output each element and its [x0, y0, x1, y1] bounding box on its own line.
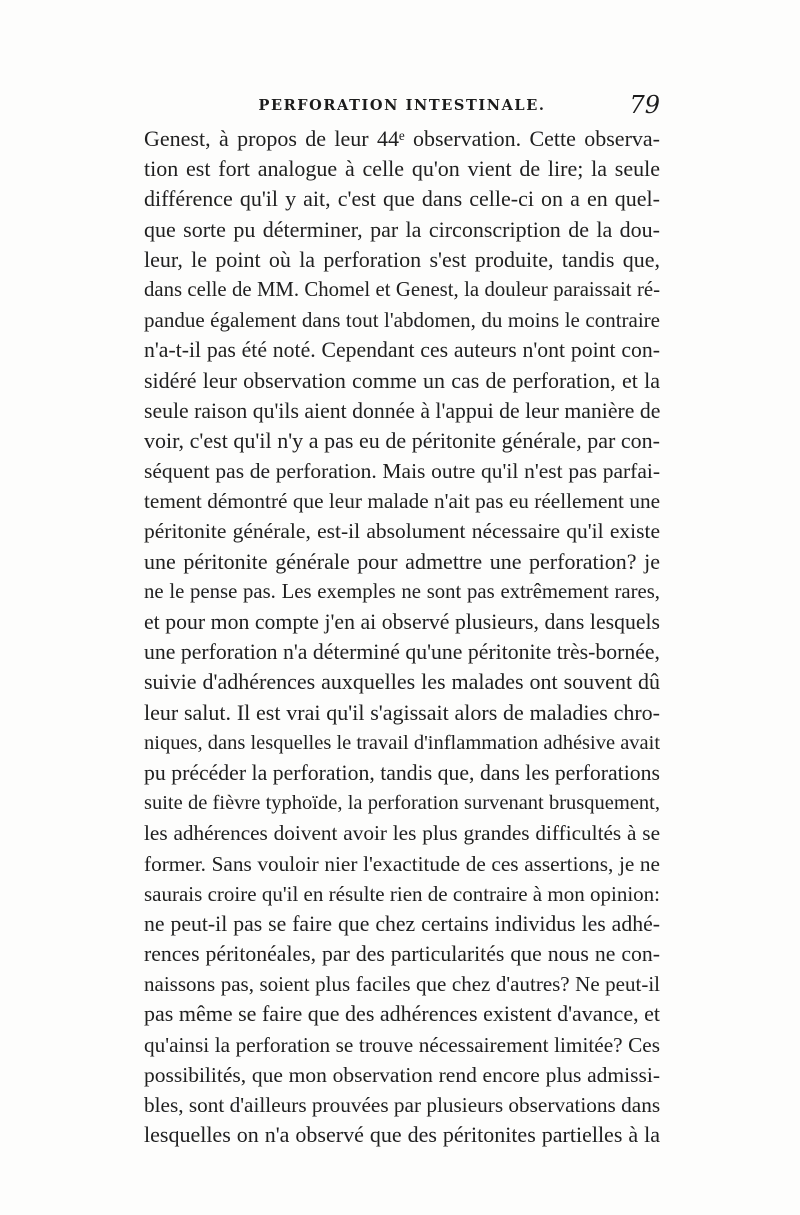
text-line: sidéré leur observation comme un cas de perforation, et la	[144, 367, 660, 393]
text-line: seule raison qu'ils aient donnée à l'appui de leur manière de	[144, 398, 661, 423]
text-line: une péritonite générale pour admettre une perforation? je	[144, 548, 660, 574]
text-line: tement démontré que leur malade n'ait pas eu réellement une	[144, 489, 660, 514]
text-line: lesquelles on n'a observé que des péritonites partielles à la	[144, 1122, 660, 1148]
text-line: que sorte pu déterminer, par la circonscription de la dou-	[144, 216, 660, 242]
text-line: niques, dans lesquelles le travail d'inflammation adhésive avait	[144, 731, 661, 754]
text-line: leur, le point où la perforation s'est produite, tandis que,	[144, 246, 660, 272]
text-line: qu'ainsi la perforation se trouve nécessairement limitée? Ces	[144, 1032, 660, 1057]
text-line: Genest, à propos de leur 44ᵉ observation. Cette observa-	[144, 126, 660, 151]
text-line: naissons pas, soient plus faciles que chez d'autres? Ne peut-il	[144, 972, 660, 997]
text-line: les adhérences doivent avoir les plus grandes difficultés à se	[144, 821, 660, 846]
text-line: pu précéder la perforation, tandis que, dans les perforations	[144, 760, 660, 785]
text-line: former. Sans vouloir nier l'exactitude de ces assertions, je ne	[144, 851, 660, 876]
text-line: dans celle de MM. Chomel et Genest, la douleur paraissait ré-	[144, 278, 660, 301]
text-line: bles, sont d'ailleurs prouvées par plusieurs observations dans	[144, 1093, 661, 1117]
text-line: différence qu'il y ait, c'est que dans celle-ci on a en quel-	[144, 186, 660, 212]
text-line: séquent pas de perforation. Mais outre qu'il n'est pas parfai-	[144, 459, 660, 484]
running-head	[144, 93, 660, 119]
text-line: suite de fièvre typhoïde, la perforation survenant brusquement,	[144, 792, 660, 815]
text-line: voir, c'est qu'il n'y a pas eu de péritonite générale, par con-	[144, 427, 660, 453]
running-title: PERFORATION INTESTINALE.	[258, 97, 546, 114]
text-line: rences péritonéales, par des particularités que nous ne con-	[144, 942, 660, 967]
text-line: possibilités, que mon observation rend encore plus admissi-	[144, 1062, 660, 1087]
text-line: péritonite générale, est-il absolument nécessaire qu'il existe	[144, 519, 660, 544]
text-line: leur salut. Il est vrai qu'il s'agissait alors de maladies chro-	[144, 699, 660, 725]
text-line: et pour mon compte j'en ai observé plusieurs, dans lesquels	[144, 610, 660, 634]
body-paragraph	[144, 124, 660, 1150]
text-line: suivie d'adhérences auxquelles les malades ont souvent dû	[144, 669, 660, 695]
text-line: ne peut-il pas se faire que chez certains individus les adhé-	[144, 911, 660, 936]
text-line: tion est fort analogue à celle qu'on vient de lire; la seule	[144, 156, 660, 182]
text-line: pas même se faire que des adhérences existent d'avance, et	[144, 1001, 660, 1027]
text-line: pandue également dans tout l'abdomen, du moins le contraire	[144, 308, 660, 333]
page-number: 79	[629, 91, 660, 119]
text-line: n'a-t-il pas été noté. Cependant ces auteurs n'ont point con-	[144, 338, 660, 363]
text-line: saurais croire qu'il en résulte rien de contraire à mon opinion:	[144, 881, 660, 906]
text-line: ne le pense pas. Les exemples ne sont pas extrêmement rares,	[144, 580, 660, 603]
text-line: une perforation n'a déterminé qu'une péritonite très-bornée,	[144, 640, 660, 665]
